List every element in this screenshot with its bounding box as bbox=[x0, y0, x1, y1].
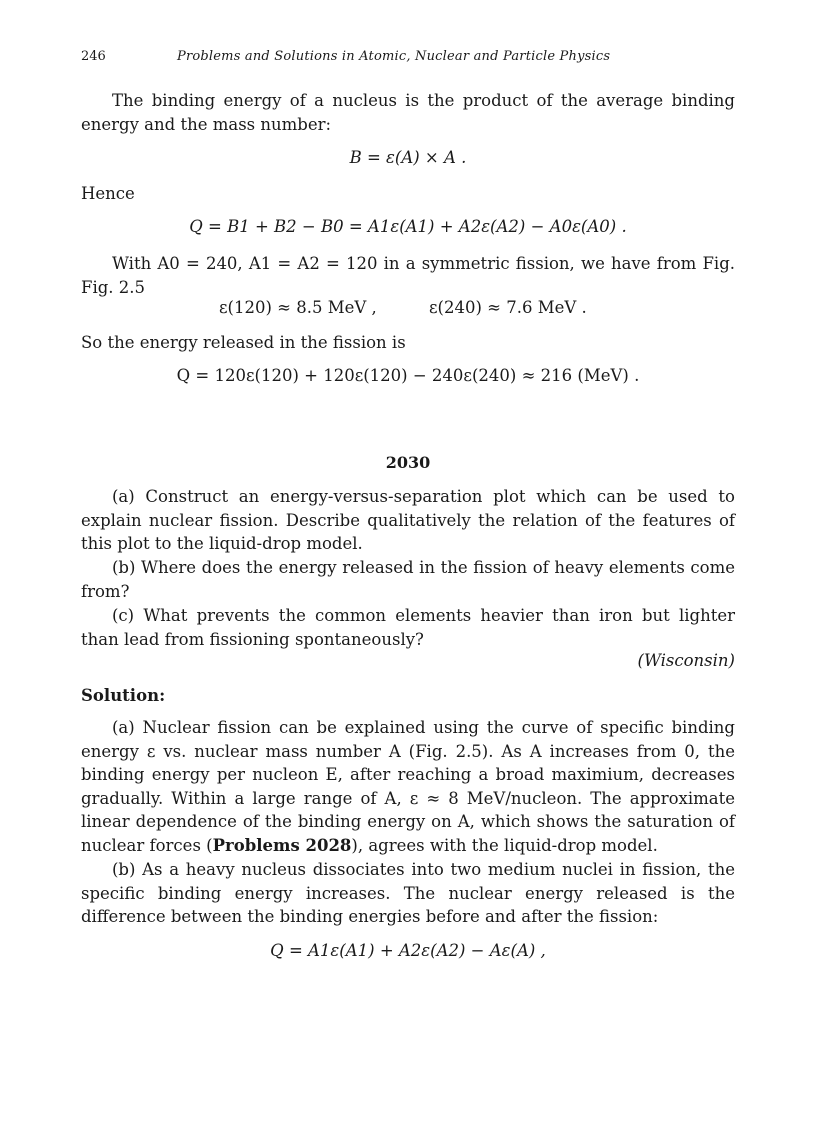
equation-q-216: Q = 120ε(120) + 120ε(120) − 240ε(240) ≈ 216 (MeV) . bbox=[176, 366, 640, 385]
paragraph-symmetric-fission: With A0 = 240, A1 = A2 = 120 in a symmetric fission, we have from Fig. bbox=[112, 254, 735, 273]
problem-reference: Problems 2028 bbox=[212, 835, 352, 855]
equation-q-value: Q = B1 + B2 − B0 = A1ε(A1) + A2ε(A2) − A0ε(A0) . bbox=[189, 217, 627, 236]
problem-part-b: (b) Where does the energy released in the fission of heavy elements come from? bbox=[81, 558, 735, 601]
page-header bbox=[81, 49, 735, 69]
paragraph-energy-released: So the energy released in the fission is bbox=[81, 333, 406, 352]
epsilon-240: ε(240) ≈ 7.6 MeV . bbox=[429, 298, 587, 317]
solution-part-a-text-1: (a) Nuclear fission can be explained using the curve of specific binding energy ε vs. nuclear mass number A (Fig. 2.5). As A increases from 0, the binding energy per nucleon E, after reaching a broad maximium, decreases gradually. Within a large range of A, ε ≈ 8 MeV/nucleon. The approximate linear dependence of the binding energy on A, which shows the saturation of nuclear forces ( bbox=[81, 718, 735, 855]
solution-part-b: (b) As a heavy nucleus dissociates into two medium nuclei in fission, the specific binding energy increases. The nuclear energy released is the difference between the binding energies before and after the fission: bbox=[81, 860, 735, 927]
problem-number: 2030 bbox=[385, 453, 431, 472]
problem-part-a: (a) Construct an energy-versus-separation plot which can be used to explain nuclear fission. Describe qualitatively the relation of the features of this plot to the liquid-drop model. bbox=[81, 487, 735, 554]
paragraph-hence: Hence bbox=[81, 184, 135, 203]
solution-heading: Solution: bbox=[81, 686, 166, 705]
epsilon-120: ε(120) ≈ 8.5 MeV , bbox=[219, 298, 377, 317]
solution-part-a bbox=[81, 716, 735, 858]
solution-part-a-text-2: ), agrees with the liquid-drop model. bbox=[351, 835, 658, 855]
paragraph-binding-energy: The binding energy of a nucleus is the product of the average binding energy and the mass number: bbox=[81, 91, 735, 134]
page-number: 246 bbox=[81, 49, 106, 64]
equation-binding-energy: B = ε(A) × A . bbox=[349, 148, 467, 167]
paragraph-symmetric-fission-end: Fig. 2.5 bbox=[81, 278, 146, 297]
running-title: Problems and Solutions in Atomic, Nuclear and Particle Physics bbox=[177, 49, 611, 64]
equation-q-general: Q = A1ε(A1) + A2ε(A2) − Aε(A) , bbox=[270, 941, 546, 960]
problem-part-c: (c) What prevents the common elements heavier than iron but lighter than lead from fissioning spontaneously? bbox=[81, 606, 735, 649]
problem-source: (Wisconsin) bbox=[637, 651, 735, 670]
